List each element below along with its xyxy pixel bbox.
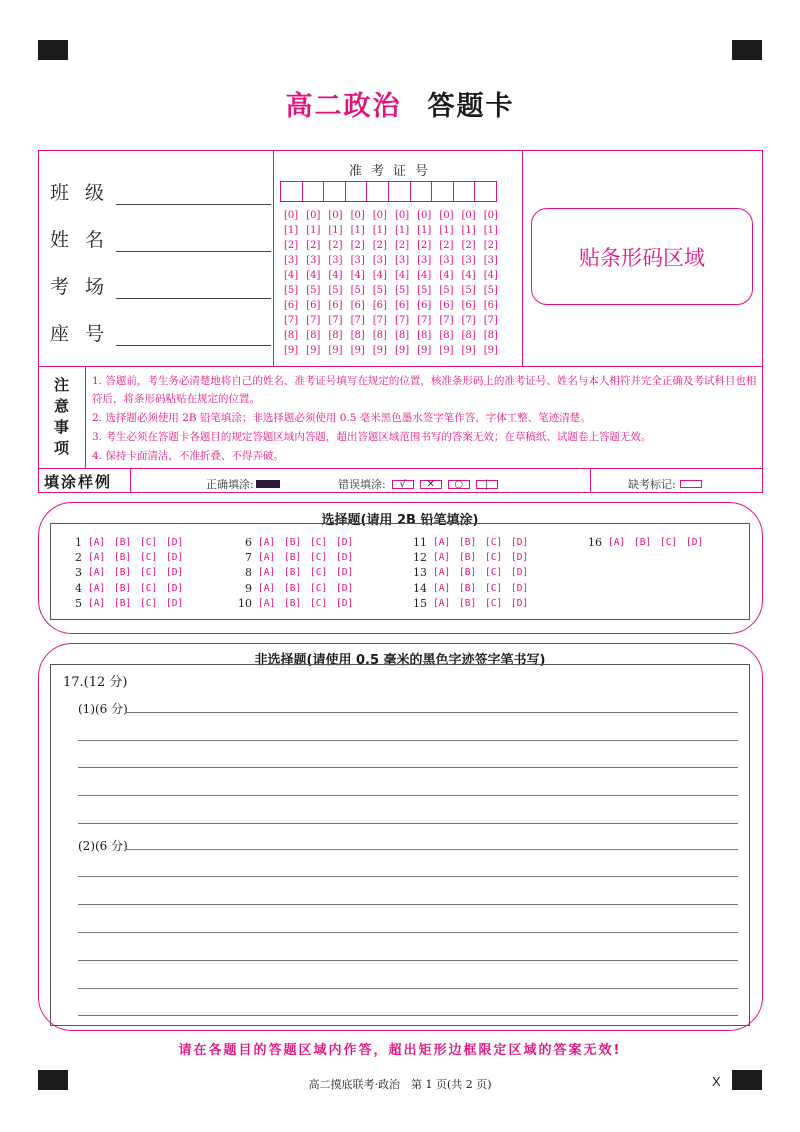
digit-bubble[interactable]: [3] (306, 255, 321, 266)
mc-option-bubble[interactable]: [C] (140, 537, 158, 548)
correct-fill-sample (206, 476, 280, 492)
digit-bubble[interactable]: [9] (328, 345, 343, 356)
digit-bubble[interactable]: [4] (350, 270, 365, 281)
digit-bubble[interactable]: [6] (372, 300, 387, 311)
mc-option-bubble[interactable]: [D] (166, 582, 184, 594)
exam-number-title: 准考证号 (348, 164, 437, 179)
mc-option-bubble[interactable]: [B] (459, 597, 477, 609)
mc-question-number: 12 (413, 551, 427, 565)
answer-line[interactable] (78, 795, 738, 796)
mc-question (409, 550, 537, 565)
mc-column (584, 535, 712, 550)
wrong-fill-label: 错误填涂: (338, 478, 386, 491)
mc-option-bubble[interactable]: [A] (258, 552, 276, 564)
mc-option-bubble[interactable]: [D] (336, 597, 354, 609)
digit-bubble[interactable]: [9] (284, 345, 299, 356)
wrong-mark-cross-icon: ✕ (420, 480, 442, 489)
barcode-area: 贴条形码区域 (531, 208, 753, 305)
digit-bubble[interactable]: [1] (461, 225, 476, 236)
digit-bubble[interactable]: [8] (461, 330, 476, 341)
digit-bubble[interactable]: [0] (284, 210, 299, 221)
notes-label-char: 项 (53, 439, 69, 457)
digit-bubble[interactable]: [6] (328, 300, 343, 311)
digit-bubble[interactable]: [8] (306, 330, 321, 341)
answer-line[interactable] (78, 823, 738, 824)
mc-question (64, 596, 192, 611)
digit-bubble[interactable]: [1] (328, 225, 343, 236)
mc-option-bubble[interactable]: [A] (608, 537, 626, 548)
digit-bubble[interactable]: [8] (417, 330, 432, 341)
digit-row (284, 313, 506, 328)
mc-option-bubble[interactable]: [C] (140, 567, 158, 579)
field-seat-label: 座号 (50, 323, 121, 345)
digit-bubble[interactable]: [5] (417, 285, 432, 296)
mc-option-bubble[interactable]: [C] (310, 582, 328, 594)
mc-option-bubble[interactable]: [B] (459, 567, 477, 579)
info-hline-notes (38, 366, 763, 367)
digit-bubble[interactable]: [1] (483, 225, 498, 236)
mc-option-bubble[interactable]: [D] (511, 582, 529, 594)
mc-question (234, 596, 362, 611)
mc-question-number: 8 (245, 566, 252, 580)
mc-option-bubble[interactable]: [D] (686, 537, 704, 548)
digit-bubble[interactable]: [6] (417, 300, 432, 311)
digit-bubble[interactable]: [4] (483, 270, 498, 281)
exam-number-cell[interactable] (431, 181, 454, 202)
mc-option-bubble[interactable]: [B] (284, 537, 302, 548)
mc-question (64, 581, 192, 596)
mc-option-bubble[interactable]: [A] (433, 537, 451, 548)
digit-bubble[interactable]: [1] (439, 225, 454, 236)
mc-option-bubble[interactable]: [D] (511, 552, 529, 564)
digit-bubble[interactable]: [3] (350, 255, 365, 266)
mc-column (64, 535, 192, 611)
digit-bubble[interactable]: [4] (328, 270, 343, 281)
answer-line[interactable] (78, 767, 738, 768)
digit-bubble[interactable]: [2] (439, 240, 454, 251)
mc-question-number: 13 (413, 566, 427, 580)
mc-option-bubble[interactable]: [C] (310, 597, 328, 609)
digit-bubble[interactable]: [0] (350, 210, 365, 221)
digit-bubble[interactable]: [6] (284, 300, 299, 311)
digit-bubble[interactable]: [5] (284, 285, 299, 296)
absent-mark-sample[interactable] (628, 476, 702, 492)
mc-option-bubble[interactable]: [D] (336, 567, 354, 579)
digit-bubble[interactable]: [1] (284, 225, 299, 236)
digit-bubble[interactable]: [3] (461, 255, 476, 266)
mc-option-bubble[interactable]: [B] (114, 597, 132, 609)
mc-question (234, 535, 362, 550)
digit-bubble[interactable]: [6] (439, 300, 454, 311)
digit-bubble[interactable]: [5] (306, 285, 321, 296)
digit-bubble[interactable]: [7] (328, 315, 343, 326)
answer-line[interactable] (78, 904, 738, 905)
mc-option-bubble[interactable]: [D] (336, 582, 354, 594)
digit-bubble[interactable]: [3] (328, 255, 343, 266)
answer-line[interactable] (78, 740, 738, 741)
digit-bubble[interactable]: [9] (461, 345, 476, 356)
exam-number-cell[interactable] (366, 181, 389, 202)
mc-option-bubble[interactable]: [B] (114, 552, 132, 564)
mc-option-bubble[interactable]: [C] (140, 597, 158, 609)
mc-option-bubble[interactable]: [D] (336, 552, 354, 564)
wrong-fill-sample (338, 476, 498, 492)
notes-label-char: 意 (53, 397, 69, 415)
mc-option-bubble[interactable]: [A] (88, 597, 106, 609)
non-choice-heading: 非选择题(请使用 0.5 毫米的黑色字迹签字笔书写) (254, 653, 546, 668)
notes-label-char: 注 (53, 376, 69, 394)
mc-question (64, 535, 192, 550)
exam-number-bubbles[interactable] (284, 208, 506, 358)
mc-question-number: 10 (238, 596, 252, 610)
footer-x-mark: X (712, 1074, 721, 1089)
digit-bubble[interactable]: [3] (417, 255, 432, 266)
exam-number-cell[interactable] (323, 181, 346, 202)
mc-option-bubble[interactable]: [B] (114, 582, 132, 594)
digit-bubble[interactable]: [8] (372, 330, 387, 341)
mc-option-bubble[interactable]: [D] (511, 567, 529, 579)
mc-option-bubble[interactable]: [C] (485, 537, 503, 548)
digit-bubble[interactable]: [8] (394, 330, 410, 341)
wrong-mark-bar-icon: | (476, 480, 498, 489)
mc-option-bubble[interactable]: [C] (140, 582, 158, 594)
mc-question (409, 535, 537, 550)
digit-row (284, 253, 506, 268)
correct-fill-label: 正确填涂: (206, 478, 254, 491)
card-title: 答题卡 (427, 91, 515, 122)
digit-bubble[interactable]: [3] (284, 255, 299, 266)
mc-option-bubble[interactable]: [B] (114, 537, 132, 548)
digit-bubble[interactable]: [3] (439, 255, 454, 266)
digit-bubble[interactable]: [0] (328, 210, 343, 221)
mc-question-number: 2 (75, 551, 82, 565)
mc-question (409, 581, 537, 596)
digit-bubble[interactable]: [6] (306, 300, 321, 311)
registration-mark-top-right (732, 40, 762, 60)
answer-line[interactable] (78, 876, 738, 877)
mc-option-bubble[interactable]: [A] (88, 582, 106, 594)
mc-question-number: 14 (413, 581, 427, 595)
sample-divider-2 (590, 468, 591, 493)
digit-bubble[interactable]: [8] (284, 330, 299, 341)
note-item: 3. 考生必须在答题卡各题目的规定答题区域内答题，超出答题区域范围书写的答案无效；在草稿纸、试题卷上答题无效。 (92, 431, 652, 443)
digit-bubble[interactable]: [2] (483, 240, 498, 251)
mc-question-number: 5 (75, 596, 82, 610)
field-class[interactable] (50, 178, 271, 205)
digit-row (284, 268, 506, 283)
field-class-label: 班级 (50, 182, 121, 204)
digit-bubble[interactable]: [5] (439, 285, 454, 296)
field-name-line[interactable] (116, 232, 271, 252)
mc-question-number: 15 (413, 596, 427, 610)
mc-question (584, 535, 712, 550)
info-divider-1 (273, 150, 274, 366)
digit-bubble[interactable]: [4] (306, 270, 321, 281)
mc-question (64, 565, 192, 580)
mc-option-bubble[interactable]: [B] (459, 537, 477, 548)
non-choice-answer-area[interactable] (50, 664, 750, 1026)
digit-bubble[interactable]: [3] (394, 255, 410, 266)
mc-question (234, 565, 362, 580)
mc-question-number: 9 (245, 581, 252, 595)
exam-number-cell[interactable] (453, 181, 476, 202)
digit-bubble[interactable]: [2] (372, 240, 387, 251)
mc-option-bubble[interactable]: [A] (258, 582, 276, 594)
field-room[interactable] (50, 272, 271, 299)
digit-bubble[interactable]: [9] (483, 345, 498, 356)
digit-bubble[interactable]: [5] (328, 285, 343, 296)
mc-option-bubble[interactable]: [D] (166, 552, 184, 564)
mc-question (64, 550, 192, 565)
mc-option-bubble[interactable]: [A] (88, 552, 106, 564)
mc-question-number: 3 (75, 566, 82, 580)
mc-question-number: 4 (75, 581, 82, 595)
fill-sample-label: 填涂样例 (44, 473, 113, 491)
digit-bubble[interactable]: [5] (350, 285, 365, 296)
mc-option-bubble[interactable]: [D] (166, 597, 184, 609)
digit-bubble[interactable]: [2] (417, 240, 432, 251)
answer-line[interactable] (78, 960, 738, 961)
digit-bubble[interactable]: [2] (284, 240, 299, 251)
mc-option-bubble[interactable]: [B] (459, 552, 477, 564)
digit-bubble[interactable]: [6] (483, 300, 498, 311)
digit-bubble[interactable]: [7] (439, 315, 454, 326)
note-item: 2. 选择题必须使用 2B 铅笔填涂；非选择题必须使用 0.5 毫米黑色墨水签字笔作答，字体工整、笔迹清楚。 (92, 412, 591, 424)
exam-number-cell[interactable] (280, 181, 303, 202)
wrong-mark-circle-icon: ○ (448, 480, 470, 489)
mc-option-bubble[interactable]: [D] (336, 537, 354, 548)
mc-question (409, 596, 537, 611)
field-room-label: 考场 (50, 276, 121, 298)
digit-bubble[interactable]: [5] (461, 285, 476, 296)
answer-area-warning: 请在各题目的答题区域内作答，超出矩形边框限定区域的答案无效! (178, 1043, 622, 1058)
mc-option-bubble[interactable]: [B] (284, 582, 302, 594)
digit-bubble[interactable]: [8] (350, 330, 365, 341)
digit-row (284, 298, 506, 313)
exam-number-cell[interactable] (474, 181, 497, 202)
exam-number-cell[interactable] (302, 181, 325, 202)
note-item: 1. 答题前，考生务必清楚地将自己的姓名、准考证号填写在规定的位置，核准条形码上的准考证号、姓名与本人相符并完全正确及考试科目也相符后，将条形码粘贴在规定的位置。 (92, 375, 757, 405)
digit-bubble[interactable]: [5] (394, 285, 410, 296)
digit-bubble[interactable]: [9] (372, 345, 387, 356)
mc-option-bubble[interactable]: [A] (258, 537, 276, 548)
field-name[interactable] (50, 225, 271, 252)
digit-bubble[interactable]: [4] (417, 270, 432, 281)
digit-bubble[interactable]: [4] (284, 270, 299, 281)
field-name-label: 姓名 (50, 229, 121, 251)
mc-option-bubble[interactable]: [C] (310, 552, 328, 564)
mc-column (409, 535, 537, 611)
digit-bubble[interactable]: [1] (350, 225, 365, 236)
mc-option-bubble[interactable]: [A] (433, 582, 451, 594)
info-hline-sample (38, 468, 763, 469)
answer-line[interactable] (78, 1015, 738, 1016)
digit-bubble[interactable]: [4] (372, 270, 387, 281)
digit-bubble[interactable]: [6] (394, 300, 410, 311)
digit-bubble[interactable]: [8] (439, 330, 454, 341)
mc-question-number: 6 (245, 536, 252, 549)
mc-option-bubble[interactable]: [B] (114, 567, 132, 579)
exam-number-cell[interactable] (345, 181, 368, 202)
mc-option-bubble[interactable]: [A] (433, 567, 451, 579)
mc-question (234, 581, 362, 596)
field-room-line[interactable] (116, 279, 271, 299)
digit-bubble[interactable]: [0] (439, 210, 454, 221)
digit-bubble[interactable]: [0] (483, 210, 498, 221)
filled-bubble-icon (256, 480, 280, 488)
exam-number-cell[interactable] (388, 181, 411, 202)
digit-row (284, 328, 506, 343)
digit-bubble[interactable]: [2] (306, 240, 321, 251)
field-seat-line[interactable] (116, 326, 271, 346)
note-item: 4. 保持卡面清洁，不准折叠、不得弄破。 (92, 450, 284, 462)
digit-bubble[interactable]: [4] (394, 270, 410, 281)
mc-option-bubble[interactable]: [C] (485, 567, 503, 579)
wrong-mark-check-icon: √ (392, 480, 414, 489)
digit-bubble[interactable]: [0] (372, 210, 387, 221)
digit-bubble[interactable]: [4] (439, 270, 454, 281)
digit-row (284, 238, 506, 253)
digit-bubble[interactable]: [7] (461, 315, 476, 326)
notes-label (38, 366, 85, 468)
mc-option-bubble[interactable]: [B] (284, 567, 302, 579)
mc-option-bubble[interactable]: [B] (284, 597, 302, 609)
sample-divider-1 (130, 468, 131, 493)
mc-option-bubble[interactable]: [B] (459, 582, 477, 594)
notes-label-divider (85, 366, 86, 468)
mc-question (409, 565, 537, 580)
digit-bubble[interactable]: [2] (461, 240, 476, 251)
mc-question (234, 550, 362, 565)
digit-bubble[interactable]: [7] (394, 315, 410, 326)
mc-option-bubble[interactable]: [A] (258, 567, 276, 579)
mc-option-bubble[interactable]: [D] (166, 537, 184, 548)
mc-option-bubble[interactable]: [A] (88, 537, 106, 548)
notes-list (92, 372, 760, 466)
digit-bubble[interactable]: [4] (461, 270, 476, 281)
mc-option-bubble[interactable]: [D] (511, 597, 529, 609)
mc-option-bubble[interactable]: [C] (140, 552, 158, 564)
exam-number-cells[interactable] (280, 181, 496, 202)
mc-option-bubble[interactable]: [C] (310, 537, 328, 548)
answer-line[interactable] (125, 849, 738, 850)
mc-option-bubble[interactable]: [D] (511, 537, 529, 548)
absent-mark-box[interactable] (680, 480, 702, 488)
digit-bubble[interactable]: [8] (483, 330, 498, 341)
exam-number-cell[interactable] (410, 181, 433, 202)
notes-label-char: 事 (53, 418, 69, 436)
absent-mark-label: 缺考标记: (628, 478, 676, 491)
digit-bubble[interactable]: [7] (483, 315, 498, 326)
digit-bubble[interactable]: [7] (284, 315, 299, 326)
digit-bubble[interactable]: [2] (350, 240, 365, 251)
digit-bubble[interactable]: [1] (372, 225, 387, 236)
mc-option-bubble[interactable]: [A] (258, 597, 276, 609)
digit-row (284, 208, 506, 223)
digit-bubble[interactable]: [2] (328, 240, 343, 251)
digit-bubble[interactable]: [1] (306, 225, 321, 236)
digit-row (284, 343, 506, 358)
digit-bubble[interactable]: [7] (306, 315, 321, 326)
digit-bubble[interactable]: [0] (461, 210, 476, 221)
field-class-line[interactable] (116, 185, 271, 205)
digit-bubble[interactable]: [0] (394, 210, 410, 221)
digit-bubble[interactable]: [6] (461, 300, 476, 311)
digit-bubble[interactable]: [7] (350, 315, 365, 326)
digit-bubble[interactable]: [9] (439, 345, 454, 356)
digit-bubble[interactable]: [1] (394, 225, 410, 236)
digit-bubble[interactable]: [7] (417, 315, 432, 326)
mc-option-bubble[interactable]: [B] (284, 552, 302, 564)
mc-option-bubble[interactable]: [C] (660, 537, 678, 548)
digit-bubble[interactable]: [9] (394, 345, 410, 356)
mc-question-number: 11 (413, 536, 427, 549)
digit-bubble[interactable]: [6] (350, 300, 365, 311)
mc-option-bubble[interactable]: [D] (166, 567, 184, 579)
mc-option-bubble[interactable]: [B] (634, 537, 652, 548)
digit-bubble[interactable]: [5] (483, 285, 498, 296)
digit-bubble[interactable]: [0] (417, 210, 432, 221)
mc-question-number: 7 (245, 551, 252, 565)
mc-option-bubble[interactable]: [A] (88, 567, 106, 579)
page-title (0, 84, 800, 123)
multiple-choice-heading: 选择题(请用 2B 铅笔填涂) (321, 513, 479, 528)
mc-option-bubble[interactable]: [C] (310, 567, 328, 579)
mc-question-number: 1 (75, 536, 82, 549)
answer-line[interactable] (78, 988, 738, 989)
registration-mark-top-left (38, 40, 68, 60)
digit-bubble[interactable]: [2] (394, 240, 410, 251)
digit-bubble[interactable]: [8] (328, 330, 343, 341)
answer-line[interactable] (125, 712, 738, 713)
digit-bubble[interactable]: [0] (306, 210, 321, 221)
digit-bubble[interactable]: [9] (417, 345, 432, 356)
answer-line[interactable] (78, 932, 738, 933)
mc-option-bubble[interactable]: [C] (485, 582, 503, 594)
mc-option-bubble[interactable]: [C] (485, 597, 503, 609)
field-seat[interactable] (50, 319, 271, 346)
mc-option-bubble[interactable]: [A] (433, 552, 451, 564)
page-footer: 高二摸底联考·政治 第 1 页(共 2 页) (308, 1078, 492, 1091)
question-17-part-2: (2)(6 分) (78, 839, 128, 853)
subject-title: 高二政治 (285, 91, 402, 122)
mc-option-bubble[interactable]: [A] (433, 597, 451, 609)
digit-bubble[interactable]: [9] (350, 345, 365, 356)
digit-bubble[interactable]: [9] (306, 345, 321, 356)
digit-bubble[interactable]: [5] (372, 285, 387, 296)
digit-bubble[interactable]: [3] (483, 255, 498, 266)
digit-row (284, 283, 506, 298)
digit-bubble[interactable]: [1] (417, 225, 432, 236)
digit-row (284, 223, 506, 238)
digit-bubble[interactable]: [3] (372, 255, 387, 266)
question-17-part-1: (1)(6 分) (78, 702, 128, 716)
info-divider-2 (522, 150, 523, 366)
mc-column (234, 535, 362, 611)
mc-question-number: 16 (588, 536, 602, 549)
mc-option-bubble[interactable]: [C] (485, 552, 503, 564)
digit-bubble[interactable]: [7] (372, 315, 387, 326)
question-17-label: 17.(12 分) (63, 675, 128, 690)
